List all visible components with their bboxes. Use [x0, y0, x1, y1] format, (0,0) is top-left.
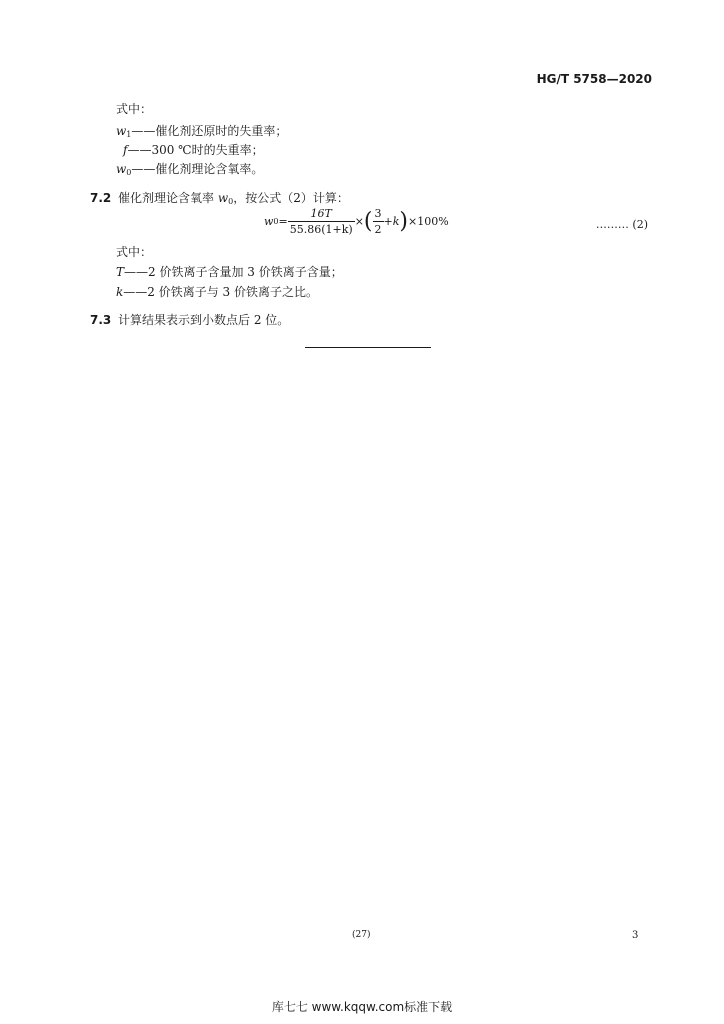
page-number: 3: [632, 930, 639, 941]
dash: ——: [127, 143, 152, 157]
symbol: w: [217, 191, 229, 205]
definition-text: 2 价铁离子含量加 3 价铁离子含量；: [148, 265, 343, 279]
section-text-after: ，按公式（2）计算：: [233, 191, 349, 205]
fraction-1-denominator: 55.86(1+k): [289, 223, 353, 236]
symbol: f: [123, 143, 128, 157]
symbol: T: [116, 265, 125, 279]
fraction-2-numerator: 3: [374, 207, 382, 220]
center-page-number: (27): [352, 930, 371, 940]
section-number: 7.3: [90, 313, 112, 327]
definition-w0: [116, 160, 263, 177]
definition-text: 催化剂理论含氧率。: [155, 162, 264, 176]
where-label-2: 式中：: [116, 245, 153, 259]
section-text: 催化剂理论含氧率: [118, 191, 218, 205]
section-text: 计算结果表示到小数点后 2 位。: [118, 313, 290, 327]
dash: ——: [131, 124, 156, 138]
definition-f: [123, 141, 264, 158]
dash: ——: [124, 265, 149, 279]
section-7-3: [90, 311, 289, 328]
dash: ——: [123, 285, 148, 299]
watermark: 库七七 www.kqqw.com标准下载: [271, 1000, 453, 1014]
definition-text: 300 ℃时的失重率；: [151, 143, 264, 157]
fraction-2-denominator: 2: [374, 223, 382, 236]
left-paren: (: [363, 209, 373, 234]
definition-w1: [116, 122, 287, 139]
section-number: 7.2: [90, 191, 112, 205]
fraction-1-numerator: 16T: [288, 207, 355, 222]
standard-number: HG/T 5758—2020: [536, 72, 652, 86]
fraction-2: [373, 207, 384, 236]
plus-k: +k: [383, 215, 400, 228]
times-sign: ×: [354, 215, 364, 228]
subscript: 0: [228, 197, 234, 206]
formula-2: [264, 207, 449, 236]
right-paren: ): [399, 209, 408, 234]
section-7-2: [90, 189, 349, 206]
percent-value: 100%: [417, 215, 449, 228]
formula-lhs-sub: 0: [273, 217, 279, 226]
definition-text: 催化剂还原时的失重率；: [155, 124, 288, 138]
symbol: k: [116, 285, 124, 299]
end-rule: [305, 347, 431, 348]
definition-text: 2 价铁离子与 3 价铁离子之比。: [147, 285, 318, 299]
fraction-1: [288, 207, 355, 236]
dash: ——: [131, 162, 156, 176]
subscript: 0: [126, 168, 132, 177]
formula-number: ……… (2): [595, 218, 648, 231]
symbol: w: [116, 162, 127, 176]
where-label: 式中：: [116, 102, 153, 116]
definition-k: [116, 283, 318, 300]
symbol: w: [116, 124, 127, 138]
equals-sign: =: [278, 215, 288, 228]
formula-lhs: w: [264, 215, 274, 228]
definition-T: [116, 263, 343, 280]
subscript: 1: [126, 130, 132, 139]
times-sign-2: ×: [408, 215, 418, 228]
